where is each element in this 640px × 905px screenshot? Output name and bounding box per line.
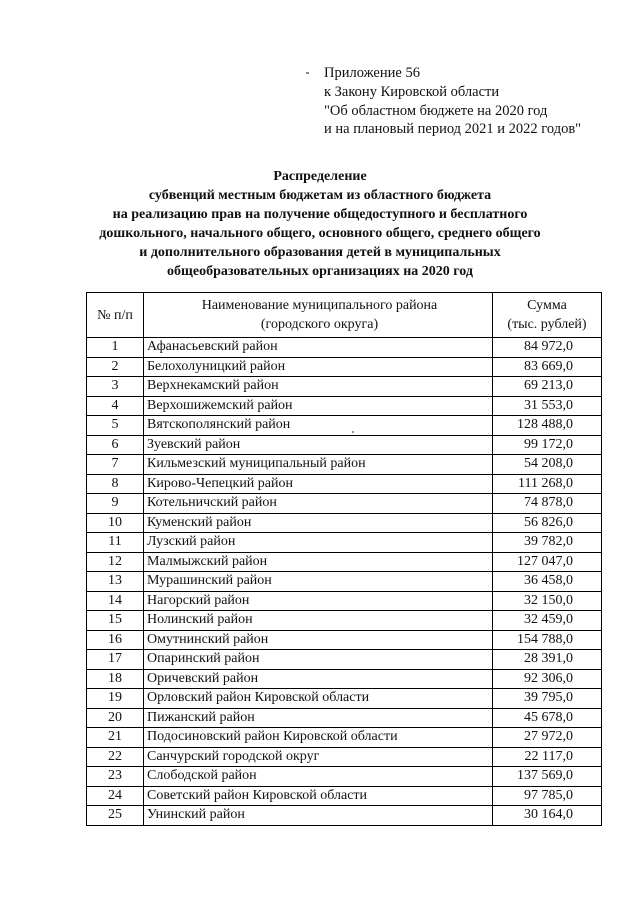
header-sum-line2: (тыс. рублей) [507,317,587,332]
row-sum: 92 306,0 [493,669,602,689]
row-district-name: Верхнекамский район [144,377,493,397]
row-number: 20 [87,708,144,728]
table-row [87,806,602,826]
row-district-name: Нолинский район [144,611,493,631]
row-number: 4 [87,396,144,416]
scan-speck [306,72,309,74]
row-district-name: Верхошижемский район [144,396,493,416]
row-sum: 39 795,0 [493,689,602,709]
row-sum: 32 459,0 [493,611,602,631]
annex-line: "Об областном бюджете на 2020 год [324,102,548,119]
table-row [87,630,602,650]
annex-line: к Закону Кировской области [324,83,500,100]
row-district-name: Оричевский район [144,669,493,689]
table-row [87,552,602,572]
row-sum: 45 678,0 [493,708,602,728]
document-title [60,168,580,281]
row-number: 23 [87,767,144,787]
row-number: 21 [87,728,144,748]
row-sum: 27 972,0 [493,728,602,748]
row-district-name: Слободской район [144,767,493,787]
title-line: общеобразовательных организациях на 2020 год [167,263,473,279]
row-number: 18 [87,669,144,689]
table-row [87,494,602,514]
table-row [87,435,602,455]
table-row [87,474,602,494]
row-number: 16 [87,630,144,650]
table-row [87,611,602,631]
subvention-table [86,292,602,826]
row-number: 24 [87,786,144,806]
row-number: 2 [87,357,144,377]
row-number: 9 [87,494,144,514]
title-line: и дополнительного образования детей в муниципальных [139,244,501,260]
row-sum: 36 458,0 [493,572,602,592]
row-sum: 56 826,0 [493,513,602,533]
header-sum [493,293,602,338]
row-number: 14 [87,591,144,611]
title-line: на реализацию прав на получение общедоступного и бесплатного [112,206,528,222]
table-row [87,650,602,670]
row-number: 17 [87,650,144,670]
row-district-name: Котельничский район [144,494,493,514]
table-row [87,669,602,689]
table-row [87,747,602,767]
row-sum: 69 213,0 [493,377,602,397]
row-district-name: Лузский район [144,533,493,553]
table-row [87,786,602,806]
title-line: Распределение [273,169,367,184]
row-sum: 127 047,0 [493,552,602,572]
table-row [87,377,602,397]
row-district-name: Омутнинский район [144,630,493,650]
title-line: субвенций местным бюджетам из областного бюджета [148,187,492,203]
row-district-name: Афанасьевский район [144,338,493,358]
table-row [87,455,602,475]
row-district-name: Кильмезский муниципальный район [144,455,493,475]
row-sum: 83 669,0 [493,357,602,377]
row-number: 1 [87,338,144,358]
row-sum: 84 972,0 [493,338,602,358]
table-row [87,572,602,592]
row-sum: 32 150,0 [493,591,602,611]
row-number: 11 [87,533,144,553]
header-sum-line1: Сумма [527,298,567,313]
row-district-name: Советский район Кировской области [144,786,493,806]
row-number: 3 [87,377,144,397]
title-line: дошкольного, начального общего, основного общего, среднего общего [99,225,541,241]
row-number: 12 [87,552,144,572]
row-sum: 28 391,0 [493,650,602,670]
table-row [87,689,602,709]
row-sum: 22 117,0 [493,747,602,767]
annex-line: и на плановый период 2021 и 2022 годов" [324,121,582,138]
table-row [87,708,602,728]
table-row [87,338,602,358]
row-number: 10 [87,513,144,533]
row-district-name: Вятскополянский район [144,416,493,436]
row-sum: 111 268,0 [493,474,602,494]
header-name [144,293,493,338]
row-number: 7 [87,455,144,475]
row-district-name: Куменский район [144,513,493,533]
row-district-name: Нагорский район [144,591,493,611]
table-row [87,416,602,436]
row-sum: 31 553,0 [493,396,602,416]
row-number: 13 [87,572,144,592]
row-district-name: Подосиновский район Кировской области [144,728,493,748]
row-district-name: Зуевский район [144,435,493,455]
row-district-name: Орловский район Кировской области [144,689,493,709]
header-name-line1: Наименование муниципального района [201,298,438,313]
row-number: 15 [87,611,144,631]
row-number: 8 [87,474,144,494]
row-sum: 137 569,0 [493,767,602,787]
table-row [87,513,602,533]
row-district-name: Опаринский район [144,650,493,670]
table-row [87,357,602,377]
row-sum: 74 878,0 [493,494,602,514]
row-number: 6 [87,435,144,455]
row-sum: 97 785,0 [493,786,602,806]
row-district-name: Малмыжский район [144,552,493,572]
annex-header [324,64,581,139]
table-row [87,396,602,416]
row-district-name: Санчурский городской округ [144,747,493,767]
row-sum: 128 488,0 [493,416,602,436]
row-sum: 154 788,0 [493,630,602,650]
table-row [87,728,602,748]
row-sum: 54 208,0 [493,455,602,475]
row-district-name: Пижанский район [144,708,493,728]
row-number: 25 [87,806,144,826]
table-row [87,767,602,787]
annex-line: Приложение 56 [324,65,420,81]
row-number: 5 [87,416,144,436]
row-district-name: Унинский район [144,806,493,826]
row-sum: 39 782,0 [493,533,602,553]
table-row [87,591,602,611]
row-district-name: Белохолуницкий район [144,357,493,377]
row-sum: 30 164,0 [493,806,602,826]
row-number: 22 [87,747,144,767]
row-district-name: Кирово-Чепецкий район [144,474,493,494]
header-name-line2: (городского округа) [260,317,379,332]
row-sum: 99 172,0 [493,435,602,455]
table-header-row [87,293,602,338]
row-number: 19 [87,689,144,709]
header-number: № п/п [87,293,144,338]
table-row [87,533,602,553]
row-district-name: Мурашинский район [144,572,493,592]
